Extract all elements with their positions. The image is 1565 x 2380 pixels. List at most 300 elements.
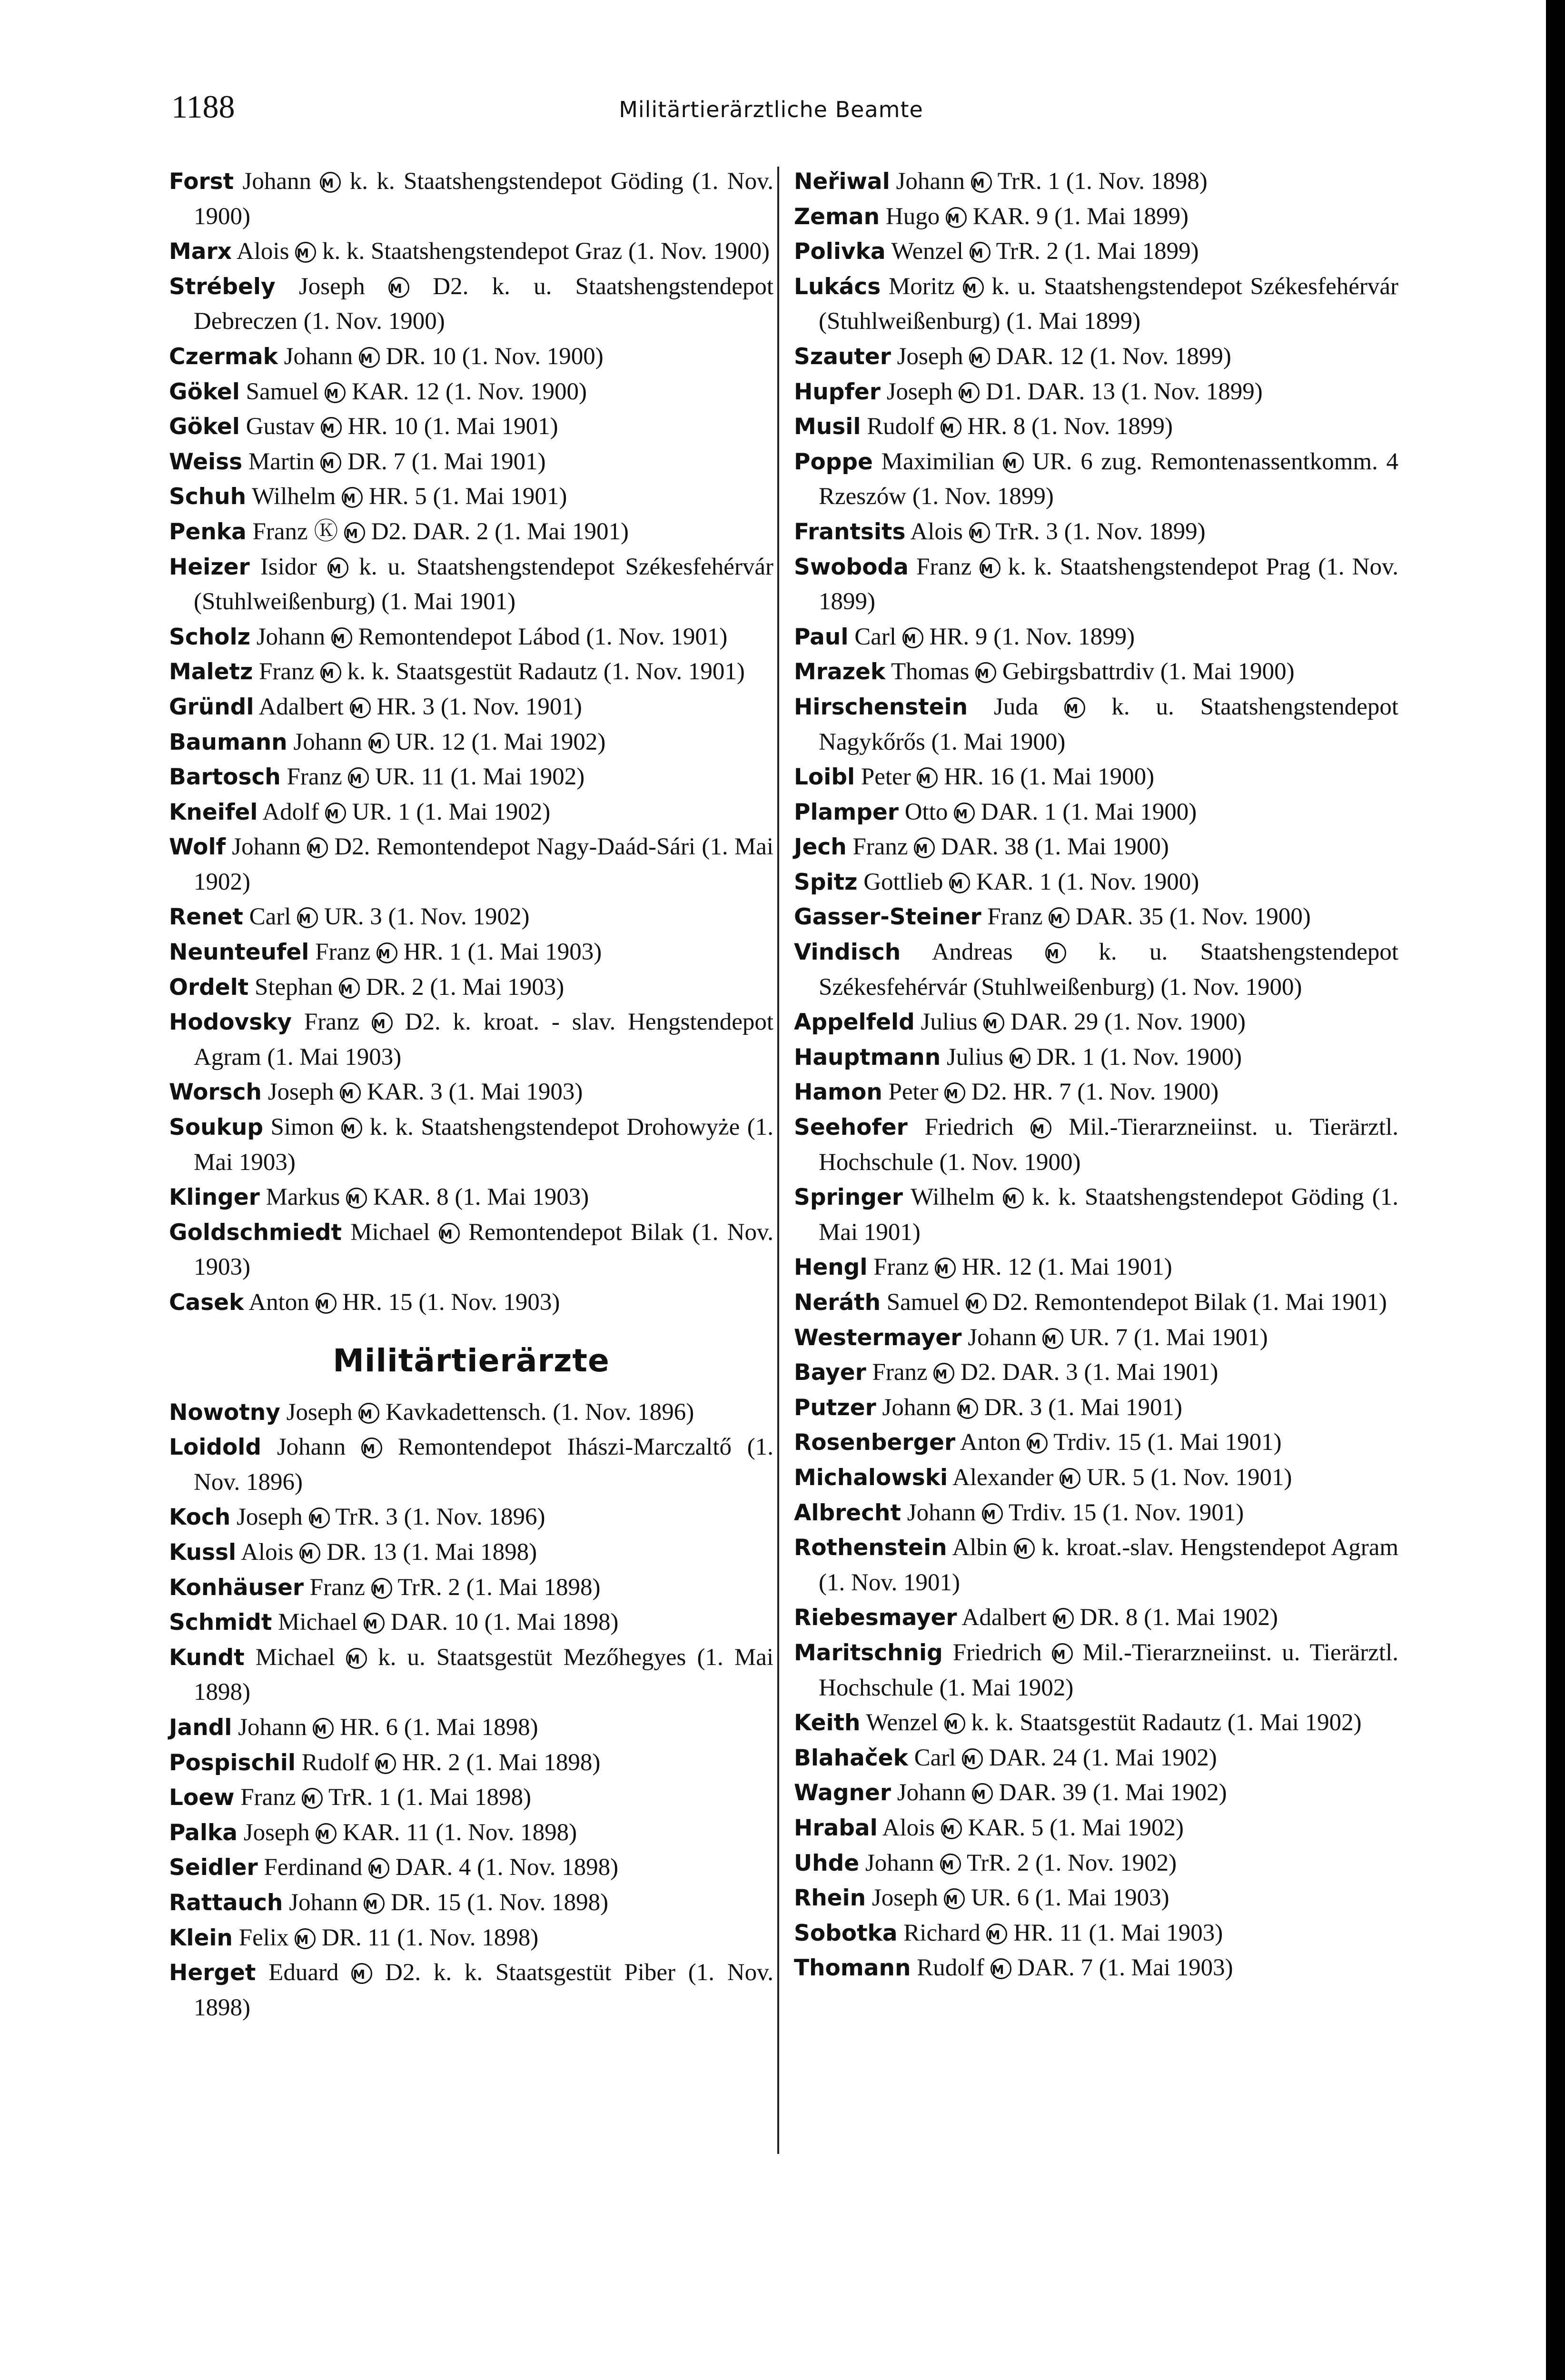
medal-icon: M [1010, 1048, 1030, 1069]
given-name: Simon [270, 1114, 334, 1141]
posting: DAR. 12 (1. Nov. 1899) [996, 343, 1231, 370]
surname: Blahaček [794, 1745, 908, 1771]
given-name: Wilhelm [911, 1184, 995, 1211]
list-item [169, 1430, 773, 1500]
given-name: Joseph [872, 1884, 938, 1912]
list-item [794, 1320, 1398, 1356]
posting: HR. 15 (1. Nov. 1903) [342, 1289, 560, 1316]
given-name: Joseph [886, 378, 953, 405]
medal-icon: M [1049, 907, 1070, 928]
surname: Mrazek [794, 659, 886, 685]
surname: Seidler [169, 1854, 258, 1881]
surname: Konhäuser [169, 1574, 304, 1601]
surname: Hauptmann [794, 1044, 941, 1071]
medal-icon: M [342, 487, 363, 508]
surname: Rothenstein [794, 1535, 947, 1561]
list-item [169, 1640, 773, 1710]
list-item [169, 515, 773, 550]
given-name: Carl [854, 623, 897, 650]
list-item [794, 1636, 1398, 1706]
given-name: Johann [293, 728, 362, 755]
list-item [169, 1535, 773, 1570]
posting: UR. 11 (1. Mai 1902) [375, 764, 585, 791]
posting: HR. 5 (1. Mai 1901) [368, 483, 567, 510]
posting: TrR. 2 (1. Mai 1898) [397, 1574, 601, 1601]
surname: Uhde [794, 1850, 860, 1876]
posting: TrR. 3 (1. Nov. 1896) [335, 1504, 545, 1531]
list-item [794, 269, 1398, 339]
surname: Forst [169, 169, 234, 195]
list-item [169, 1780, 773, 1815]
given-name: Franz Ⓚ [252, 518, 338, 545]
given-name: Adolf [262, 798, 319, 825]
surname: Seehofer [794, 1114, 908, 1141]
surname: Bartosch [169, 764, 281, 791]
list-item [169, 409, 773, 445]
posting: DAR. 4 (1. Nov. 1898) [395, 1854, 619, 1881]
surname: Schmidt [169, 1609, 272, 1636]
list-item [169, 690, 773, 725]
medal-icon: M [946, 207, 967, 228]
medal-icon: M [1014, 1538, 1035, 1559]
list-item [169, 1395, 773, 1430]
posting: Mil.-Tierarzneiinst. u. Tierärztl. Hochschule (1. Nov. 1900) [819, 1114, 1399, 1176]
given-name: Johann [232, 833, 301, 861]
list-item [169, 445, 773, 480]
given-name: Johann [256, 623, 326, 650]
left-entries-top [169, 164, 773, 1320]
list-item [169, 795, 773, 830]
posting: k. u. Staatshengstendepot Székesfehérvár (Stuhlweißenburg) (1. Mai 1901) [194, 553, 774, 615]
medal-icon: M [297, 907, 318, 928]
list-item [169, 760, 773, 795]
medal-icon: M [1003, 1188, 1024, 1209]
posting: DAR. 24 (1. Mai 1902) [989, 1744, 1217, 1771]
list-item [794, 1881, 1398, 1916]
medal-icon: M [351, 1963, 372, 1984]
medal-icon: M [971, 172, 992, 193]
medal-icon: M [963, 277, 984, 298]
given-name: Gottlieb [863, 868, 943, 895]
medal-icon: M [388, 277, 409, 298]
right-column [794, 164, 1398, 1986]
surname: Hamon [794, 1079, 882, 1106]
given-name: Rudolf [301, 1749, 369, 1776]
medal-icon: M [1064, 697, 1085, 718]
medal-icon: M [970, 242, 991, 263]
surname: Westermayer [794, 1324, 962, 1351]
medal-icon: M [1027, 1433, 1048, 1454]
posting: Remontendepot Bilak (1. Nov. 1903) [194, 1219, 773, 1281]
given-name: Franz [987, 903, 1043, 931]
posting: UR. 7 (1. Mai 1901) [1070, 1324, 1268, 1351]
given-name: Peter [861, 764, 911, 791]
posting: TrR. 2 (1. Mai 1899) [996, 238, 1199, 265]
given-name: Felix [238, 1924, 289, 1951]
surname: Hengl [794, 1254, 868, 1281]
posting: k. k. Staatsgestüt Radautz (1. Mai 1902) [971, 1709, 1362, 1736]
posting: HR. 6 (1. Mai 1898) [340, 1714, 538, 1741]
list-item [794, 1775, 1398, 1811]
posting: HR. 11 (1. Mai 1903) [1013, 1919, 1223, 1946]
list-item [794, 1355, 1398, 1390]
medal-icon: M [307, 837, 328, 858]
medal-icon: M [1052, 1643, 1073, 1664]
list-item [794, 620, 1398, 655]
surname: Thomann [794, 1955, 911, 1982]
posting: DAR. 10 (1. Mai 1898) [390, 1609, 619, 1636]
posting: k. k. Staatshengstendepot Göding (1. Mai 1901) [819, 1184, 1398, 1246]
medal-icon: M [375, 1753, 396, 1774]
left-column [169, 164, 773, 2025]
given-name: Johann [242, 168, 311, 195]
surname: Loidold [169, 1434, 262, 1461]
surname: Lukács [794, 273, 881, 300]
given-name: Franz [872, 1359, 928, 1386]
posting: D2. HR. 7 (1. Nov. 1900) [971, 1079, 1219, 1106]
given-name: Alois [241, 1538, 294, 1566]
list-item [169, 1570, 773, 1606]
page-number: 1188 [171, 89, 235, 125]
list-item [169, 550, 773, 620]
list-item [169, 1005, 773, 1075]
surname: Hodovsky [169, 1009, 292, 1036]
surname: Neřiwal [794, 169, 890, 195]
given-name: Franz [309, 1574, 365, 1601]
posting: HR. 3 (1. Nov. 1901) [376, 693, 582, 720]
posting: Kavkadettensch. (1. Nov. 1896) [386, 1398, 694, 1426]
list-item [169, 935, 773, 970]
given-name: Albin [952, 1534, 1008, 1561]
posting: KAR. 8 (1. Mai 1903) [373, 1184, 589, 1211]
list-item [169, 1075, 773, 1110]
posting: UR. 3 (1. Nov. 1902) [324, 903, 530, 931]
surname: Weiss [169, 448, 243, 475]
given-name: Eduard [268, 1959, 339, 1986]
surname: Marx [169, 238, 232, 265]
list-item [794, 1460, 1398, 1496]
medal-icon: M [940, 1854, 961, 1874]
surname: Musil [794, 414, 861, 440]
posting: Remontendepot Ihászi-Marczaltő (1. Nov. 1896) [194, 1434, 773, 1496]
medal-icon: M [371, 1578, 392, 1599]
surname: Maritschnig [794, 1639, 943, 1666]
given-name: Michael [350, 1219, 430, 1246]
surname: Poppe [794, 448, 873, 475]
medal-icon: M [969, 522, 990, 543]
surname: Rosenberger [794, 1429, 956, 1456]
medal-icon: M [346, 1188, 367, 1209]
surname: Schuh [169, 484, 247, 510]
list-item [794, 445, 1398, 515]
given-name: Andreas [931, 939, 1013, 966]
section-title: Militärtierärzte [333, 1342, 610, 1379]
surname: Loibl [794, 764, 855, 791]
given-name: Martin [248, 448, 315, 475]
posting: UR. 6 (1. Mai 1903) [971, 1884, 1169, 1912]
posting: KAR. 1 (1. Nov. 1900) [976, 868, 1199, 895]
list-item [794, 234, 1398, 269]
surname: Hirschenstein [794, 694, 968, 720]
medal-icon: M [320, 662, 341, 683]
list-item [169, 900, 773, 935]
surname: Riebesmayer [794, 1605, 957, 1631]
surname: Renet [169, 904, 243, 931]
medal-icon: M [944, 1082, 965, 1103]
posting: HR. 1 (1. Mai 1903) [403, 939, 602, 966]
medal-icon: M [941, 417, 961, 438]
posting: D2. k. kroat. - slav. Hengstendepot Agram (1. Mai 1903) [194, 1009, 774, 1071]
surname: Rhein [794, 1885, 866, 1912]
medal-icon: M [361, 1438, 382, 1458]
list-item [794, 900, 1398, 935]
surname: Appelfeld [794, 1009, 915, 1036]
given-name: Wenzel [891, 238, 964, 265]
surname: Polivka [794, 238, 886, 265]
list-item [169, 479, 773, 515]
list-item [794, 1005, 1398, 1040]
posting: TrR. 1 (1. Mai 1898) [328, 1784, 531, 1811]
medal-icon: M [914, 837, 935, 858]
medal-icon: M [316, 1823, 337, 1844]
medal-icon: M [972, 1783, 993, 1804]
surname: Koch [169, 1504, 231, 1531]
posting: k. u. Staatshengstendepot Székesfehérvár (Stuhlweißenburg) (1. Nov. 1900) [819, 939, 1399, 1001]
posting: DR. 11 (1. Nov. 1898) [322, 1924, 539, 1951]
posting: DR. 1 (1. Nov. 1900) [1036, 1043, 1242, 1071]
list-item [169, 725, 773, 760]
given-name: Franz [873, 1254, 929, 1281]
surname: Maletz [169, 659, 253, 685]
given-name: Maximilian [881, 448, 995, 475]
surname: Penka [169, 518, 247, 545]
list-item [794, 830, 1398, 865]
surname: Vindisch [794, 939, 901, 966]
medal-icon: M [969, 347, 990, 368]
medal-icon: M [957, 1398, 978, 1419]
list-item [169, 1710, 773, 1745]
posting: DAR. 7 (1. Mai 1903) [1017, 1954, 1233, 1982]
posting: DAR. 29 (1. Nov. 1900) [1010, 1009, 1246, 1036]
posting: Mil.-Tierarzneiinst. u. Tierärztl. Hochschule (1. Mai 1902) [819, 1639, 1399, 1701]
posting: D1. DAR. 13 (1. Nov. 1899) [986, 378, 1263, 405]
list-item [169, 1110, 773, 1180]
surname: Worsch [169, 1079, 262, 1106]
list-item [794, 1811, 1398, 1846]
medal-icon: M [983, 1012, 1004, 1033]
given-name: Friedrich [952, 1639, 1042, 1666]
surname: Szauter [794, 343, 891, 370]
medal-icon: M [975, 662, 996, 683]
posting: DR. 8 (1. Mai 1902) [1080, 1604, 1278, 1631]
surname: Strébely [169, 273, 276, 300]
given-name: Stephan [254, 973, 333, 1001]
medal-icon: M [944, 1888, 965, 1909]
posting: TrR. 3 (1. Nov. 1899) [995, 518, 1206, 545]
medal-icon: M [966, 1293, 987, 1314]
surname: Casek [169, 1289, 244, 1316]
posting: UR. 5 (1. Nov. 1901) [1086, 1464, 1292, 1491]
medal-icon: M [959, 382, 980, 403]
given-name: Isidor [260, 553, 317, 580]
list-item [169, 1745, 773, 1781]
posting: D2. Remontendepot Bilak (1. Mai 1901) [992, 1289, 1387, 1316]
surname: Hupfer [794, 378, 881, 405]
list-item [794, 1846, 1398, 1881]
posting: UR. 1 (1. Mai 1902) [352, 798, 551, 825]
medal-icon: M [372, 1012, 393, 1033]
surname: Goldschmiedt [169, 1219, 342, 1246]
posting: k. k. Staatshengstendepot Drohowyże (1. Mai 1903) [194, 1114, 774, 1176]
list-item [794, 760, 1398, 795]
given-name: Friedrich [924, 1114, 1014, 1141]
posting: k. kroat.-slav. Hengstendepot Agram (1. Nov. 1901) [819, 1534, 1399, 1596]
medal-icon: M [359, 347, 380, 368]
medal-icon: M [346, 1648, 367, 1669]
list-item [169, 1605, 773, 1640]
medal-icon: M [986, 1924, 1007, 1944]
posting: KAR. 11 (1. Nov. 1898) [343, 1819, 577, 1846]
surname: Springer [794, 1184, 903, 1211]
surname: Hrabal [794, 1815, 878, 1841]
medal-icon: M [1042, 1328, 1063, 1349]
medal-icon: M [982, 1503, 1003, 1524]
given-name: Anton [248, 1289, 309, 1316]
medal-icon: M [348, 767, 369, 788]
given-name: Adalbert [258, 693, 344, 720]
given-name: Hugo [885, 203, 940, 230]
surname: Klein [169, 1924, 233, 1951]
given-name: Johann [882, 1394, 951, 1421]
posting: Trdiv. 15 (1. Nov. 1901) [1008, 1499, 1244, 1526]
posting: UR. 6 zug. Remontenassentkomm. 4 Rzeszów (1. Nov. 1899) [819, 448, 1399, 510]
list-item [169, 970, 773, 1005]
posting: KAR. 3 (1. Mai 1903) [367, 1079, 583, 1106]
list-item [794, 1110, 1398, 1180]
list-item [794, 1180, 1398, 1250]
surname: Klinger [169, 1184, 260, 1211]
given-name: Otto [904, 798, 948, 825]
medal-icon: M [368, 1858, 389, 1879]
posting: UR. 12 (1. Mai 1902) [395, 728, 606, 755]
list-item [794, 1951, 1398, 1986]
scan-edge [1546, 0, 1565, 2380]
list-item [794, 1496, 1398, 1531]
given-name: Alois [236, 238, 289, 265]
surname: Swoboda [794, 554, 909, 580]
medal-icon: M [320, 172, 341, 193]
given-name: Joseph [286, 1398, 353, 1426]
surname: Michalowski [794, 1464, 948, 1491]
surname: Putzer [794, 1394, 876, 1421]
surname: Loew [169, 1785, 235, 1811]
given-name: Franz [916, 553, 972, 580]
given-name: Joseph [267, 1079, 334, 1106]
posting: DAR. 39 (1. Mai 1902) [999, 1779, 1227, 1806]
posting: k. k. Staatshengstendepot Graz (1. Nov. 1900) [322, 238, 770, 265]
given-name: Moritz [888, 273, 955, 300]
medal-icon: M [991, 1958, 1011, 1979]
given-name: Julius [946, 1043, 1004, 1071]
surname: Jandl [169, 1714, 232, 1741]
medal-icon: M [935, 1258, 956, 1279]
list-item [794, 339, 1398, 375]
posting: k. k. Staatshengstendepot Prag (1. Nov. 1899) [819, 553, 1399, 615]
list-item [794, 1600, 1398, 1636]
surname: Kussl [169, 1539, 237, 1566]
given-name: Michael [255, 1644, 335, 1671]
given-name: Carl [249, 903, 291, 931]
given-name: Johann [284, 343, 353, 370]
posting: DR. 3 (1. Mai 1901) [984, 1394, 1182, 1421]
medal-icon: M [321, 417, 342, 438]
given-name: Anton [960, 1429, 1021, 1456]
posting: DAR. 35 (1. Nov. 1900) [1076, 903, 1311, 931]
left-entries-bottom [169, 1395, 773, 2026]
list-item [794, 1040, 1398, 1075]
surname: Albrecht [794, 1499, 901, 1526]
surname: Wolf [169, 834, 226, 861]
list-item [169, 620, 773, 655]
given-name: Johann [897, 1779, 966, 1806]
given-name: Alois [910, 518, 963, 545]
medal-icon: M [364, 1613, 385, 1634]
given-name: Juda [994, 693, 1039, 720]
list-item [169, 1215, 773, 1285]
list-item [169, 1955, 773, 2025]
list-item [169, 1180, 773, 1215]
medal-icon: M [944, 1713, 965, 1734]
surname: Palka [169, 1819, 238, 1846]
posting: DR. 15 (1. Nov. 1898) [391, 1889, 609, 1916]
posting: D2. k. u. Staatshengstendepot Debreczen (1. Nov. 1900) [194, 273, 774, 335]
given-name: Joseph [897, 343, 963, 370]
given-name: Gustav [246, 413, 315, 440]
given-name: Markus [266, 1184, 340, 1211]
posting: k. u. Staatshengstendepot Nagykőrős (1. Mai 1900) [819, 693, 1399, 755]
surname: Zeman [794, 203, 880, 230]
posting: DR. 7 (1. Mai 1901) [347, 448, 546, 475]
medal-icon: M [954, 803, 975, 823]
surname: Gökel [169, 378, 240, 405]
list-item [794, 1075, 1398, 1110]
list-item [794, 1390, 1398, 1426]
medal-icon: M [941, 1818, 962, 1839]
posting: HR. 2 (1. Mai 1898) [402, 1749, 601, 1776]
list-item [794, 795, 1398, 830]
medal-icon: M [313, 1718, 334, 1739]
given-name: Franz [259, 658, 315, 685]
medal-icon: M [325, 382, 346, 403]
list-item [169, 164, 773, 234]
posting: D2. Remontendepot Nagy-Daád-Sári (1. Mai 1902) [194, 833, 774, 895]
medal-icon: M [339, 978, 360, 999]
medal-icon: M [1060, 1468, 1080, 1489]
medal-icon: M [344, 522, 365, 543]
medal-icon: M [962, 1748, 983, 1769]
surname: Sobotka [794, 1920, 898, 1946]
medal-icon: M [327, 557, 348, 578]
list-item [169, 234, 773, 269]
list-item [794, 865, 1398, 900]
medal-icon: M [917, 767, 938, 788]
given-name: Samuel [886, 1289, 960, 1316]
posting: KAR. 5 (1. Mai 1902) [968, 1814, 1184, 1841]
given-name: Franz [240, 1784, 296, 1811]
given-name: Franz [304, 1009, 360, 1036]
medal-icon: M [295, 242, 316, 263]
medal-icon: M [331, 627, 352, 648]
